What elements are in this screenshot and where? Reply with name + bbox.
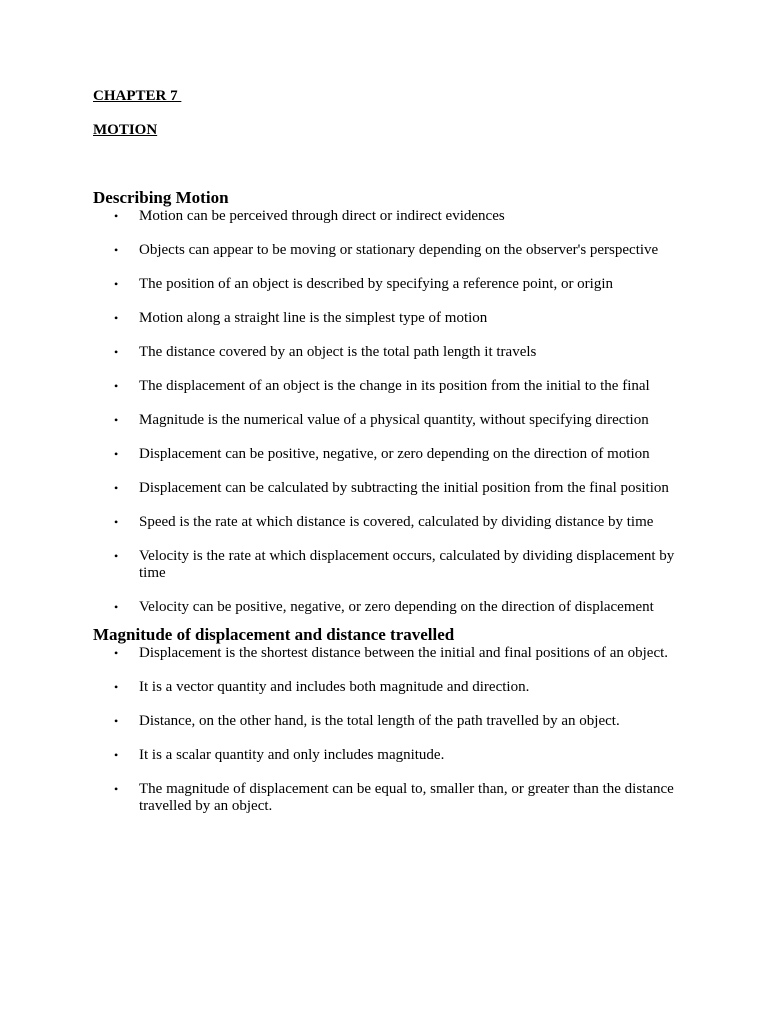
list-item-text: It is a vector quantity and includes both magnitude and direction. [139, 679, 530, 695]
bullet-icon: • [114, 481, 119, 495]
section-heading-magnitude-displacement: Magnitude of displacement and distance travelled [93, 625, 455, 644]
list-item [93, 276, 688, 293]
bullet-icon: • [114, 549, 119, 563]
bullet-icon: • [114, 413, 119, 427]
section-heading-describing-motion: Describing Motion [93, 188, 229, 207]
list-item [93, 208, 688, 225]
bullet-icon: • [114, 209, 119, 223]
list-item [93, 242, 688, 259]
bullet-list-magnitude-displacement [93, 645, 688, 815]
list-item-text: Displacement can be calculated by subtracting the initial position from the final position [139, 480, 669, 496]
list-item-text: The magnitude of displacement can be equal to, smaller than, or greater than the distance travelled by an object. [139, 781, 674, 814]
list-item [93, 645, 688, 662]
list-item-text: Displacement is the shortest distance between the initial and final positions of an object. [139, 645, 669, 661]
bullet-icon: • [114, 782, 119, 796]
list-item [93, 747, 688, 764]
list-item-text: Speed is the rate at which distance is covered, calculated by dividing distance by time [139, 514, 654, 530]
list-item [93, 514, 688, 531]
list-item-text: Velocity is the rate at which displacement occurs, calculated by dividing displacement by time [139, 548, 675, 581]
list-item-text: It is a scalar quantity and only includes magnitude. [139, 747, 445, 763]
list-item [93, 781, 688, 815]
list-item-text: The displacement of an object is the change in its position from the initial to the final [139, 378, 650, 394]
list-item-text: The position of an object is described by specifying a reference point, or origin [139, 276, 614, 292]
list-item [93, 378, 688, 395]
bullet-icon: • [114, 680, 119, 694]
bullet-icon: • [114, 515, 119, 529]
list-item [93, 344, 688, 361]
bullet-icon: • [114, 243, 119, 257]
bullet-list-describing-motion [93, 208, 688, 616]
list-item-text: Velocity can be positive, negative, or zero depending on the direction of displacement [139, 599, 654, 615]
list-item-text: Distance, on the other hand, is the total length of the path travelled by an object. [139, 713, 620, 729]
list-item [93, 599, 688, 616]
bullet-icon: • [114, 600, 119, 614]
list-item [93, 446, 688, 463]
list-item-text: Motion along a straight line is the simplest type of motion [139, 310, 488, 326]
list-item [93, 310, 688, 327]
list-item-text: The distance covered by an object is the total path length it travels [139, 344, 537, 360]
list-item [93, 713, 688, 730]
bullet-icon: • [114, 311, 119, 325]
bullet-icon: • [114, 646, 119, 660]
list-item-text: Magnitude is the numerical value of a physical quantity, without specifying direction [139, 412, 649, 428]
list-item-text: Displacement can be positive, negative, or zero depending on the direction of motion [139, 446, 650, 462]
list-item-text: Motion can be perceived through direct or indirect evidences [139, 208, 505, 224]
list-item [93, 412, 688, 429]
chapter-subject: MOTION [93, 122, 158, 138]
bullet-icon: • [114, 447, 119, 461]
bullet-icon: • [114, 714, 119, 728]
list-item [93, 548, 688, 582]
bullet-icon: • [114, 748, 119, 762]
bullet-icon: • [114, 345, 119, 359]
bullet-icon: • [114, 277, 119, 291]
list-item [93, 480, 688, 497]
list-item [93, 679, 688, 696]
bullet-icon: • [114, 379, 119, 393]
chapter-label: CHAPTER 7 [93, 88, 182, 104]
list-item-text: Objects can appear to be moving or stationary depending on the observer's perspective [139, 242, 659, 258]
